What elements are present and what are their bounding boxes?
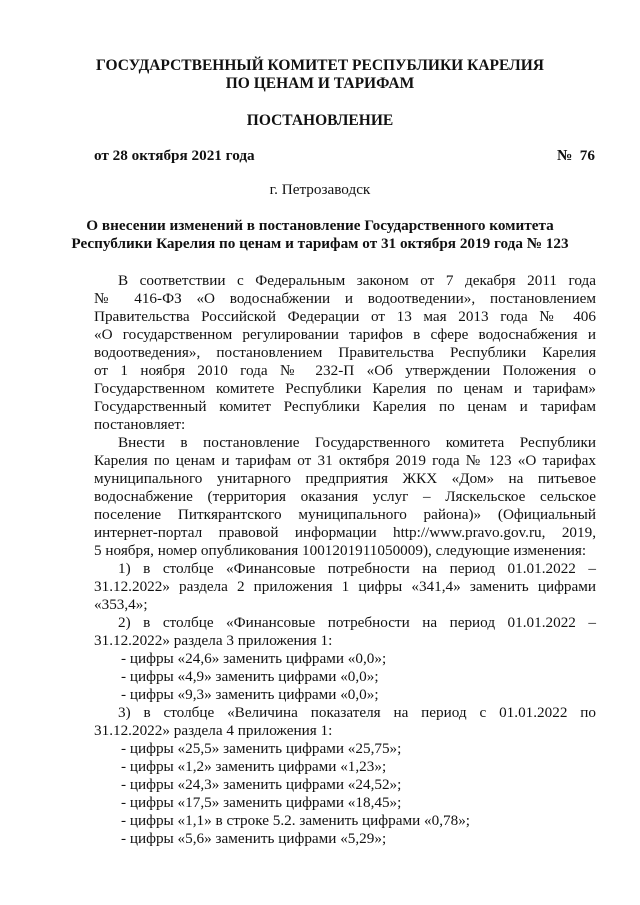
list-item-line: 31.12.2022» раздела 4 приложения 1: xyxy=(94,722,333,739)
paragraph-line: поселение Питкярантского муниципального района)» (Официальный xyxy=(94,506,596,523)
paragraph-line: постановляет: xyxy=(94,416,186,433)
paragraph-line: водоотведения», постановлением Правительства Республики Карелия xyxy=(94,344,596,361)
paragraph-line: Внести в постановление Государственного комитета Республики xyxy=(118,434,596,451)
document-date: от 28 октября 2021 года xyxy=(94,147,255,164)
document-title-line-2: Республики Карелия по ценам и тарифам от 31 октября 2019 года № 123 xyxy=(71,235,569,252)
paragraph-line: № 416-ФЗ «О водоснабжении и водоотведении», постановлением xyxy=(94,290,596,307)
document-title-line-1: О внесении изменений в постановление Государственного комитета xyxy=(86,217,554,234)
paragraph-line: от 1 ноября 2010 года № 232-П «Об утверждении Положения о xyxy=(94,362,596,379)
sub-item-line: - цифры «17,5» заменить цифрами «18,45»; xyxy=(121,794,402,811)
org-name-line-2: ПО ЦЕНАМ И ТАРИФАМ xyxy=(225,75,415,92)
list-item-line: 31.12.2022» раздела 2 приложения 1 цифры «341,4» заменить цифрами xyxy=(94,578,596,595)
org-name-line-1: ГОСУДАРСТВЕННЫЙ КОМИТЕТ РЕСПУБЛИКИ КАРЕЛИЯ xyxy=(96,57,544,74)
sub-item-line: - цифры «24,3» заменить цифрами «24,52»; xyxy=(121,776,402,793)
document-number: № 76 xyxy=(556,147,595,164)
document-type: ПОСТАНОВЛЕНИЕ xyxy=(246,112,394,129)
list-item-line: 3) в столбце «Величина показателя на период с 01.01.2022 по xyxy=(118,704,596,721)
sub-item-line: - цифры «5,6» заменить цифрами «5,29»; xyxy=(121,830,387,847)
list-item-line: 1) в столбце «Финансовые потребности на период 01.01.2022 – xyxy=(118,560,596,577)
sub-item-line: - цифры «1,2» заменить цифрами «1,23»; xyxy=(121,758,387,775)
paragraph-line: 5 ноября, номер опубликования 1001201911050009), следующие изменения: xyxy=(94,542,587,559)
sub-item-line: - цифры «4,9» заменить цифрами «0,0»; xyxy=(121,668,379,685)
list-item-line: «353,4»; xyxy=(94,596,148,613)
paragraph-line: В соответствии с Федеральным законом от 7 декабря 2011 года xyxy=(118,272,596,289)
paragraph-line: Государственный комитет Республики Карелия по ценам и тарифам xyxy=(94,398,596,415)
list-item-line: 2) в столбце «Финансовые потребности на период 01.01.2022 – xyxy=(118,614,596,631)
paragraph-line: водоснабжение (территория оказания услуг – Ляскельское сельское xyxy=(94,488,596,505)
paragraph-line: Карелия по ценам и тарифам от 31 октября 2019 года № 123 «О тарифах xyxy=(94,452,596,469)
paragraph-line: муниципального унитарного предприятия ЖКХ «Дом» на питьевое xyxy=(94,470,596,487)
list-item-line: 31.12.2022» раздела 3 приложения 1: xyxy=(94,632,333,649)
sub-item-line: - цифры «1,1» в строке 5.2. заменить цифрами «0,78»; xyxy=(121,812,471,829)
paragraph-line: Государственном комитете Республики Карелия по ценам и тарифам» xyxy=(94,380,596,397)
paragraph-line: интернет-портал правовой информации http://www.pravo.gov.ru, 2019, xyxy=(94,524,596,541)
paragraph-line: Правительства Российской Федерации от 13 мая 2013 года № 406 xyxy=(94,308,596,325)
sub-item-line: - цифры «24,6» заменить цифрами «0,0»; xyxy=(121,650,387,667)
document-city: г. Петрозаводск xyxy=(269,181,371,198)
sub-item-line: - цифры «25,5» заменить цифрами «25,75»; xyxy=(121,740,402,757)
paragraph-line: «О государственном регулировании тарифов в сфере водоснабжения и xyxy=(94,326,596,343)
sub-item-line: - цифры «9,3» заменить цифрами «0,0»; xyxy=(121,686,379,703)
